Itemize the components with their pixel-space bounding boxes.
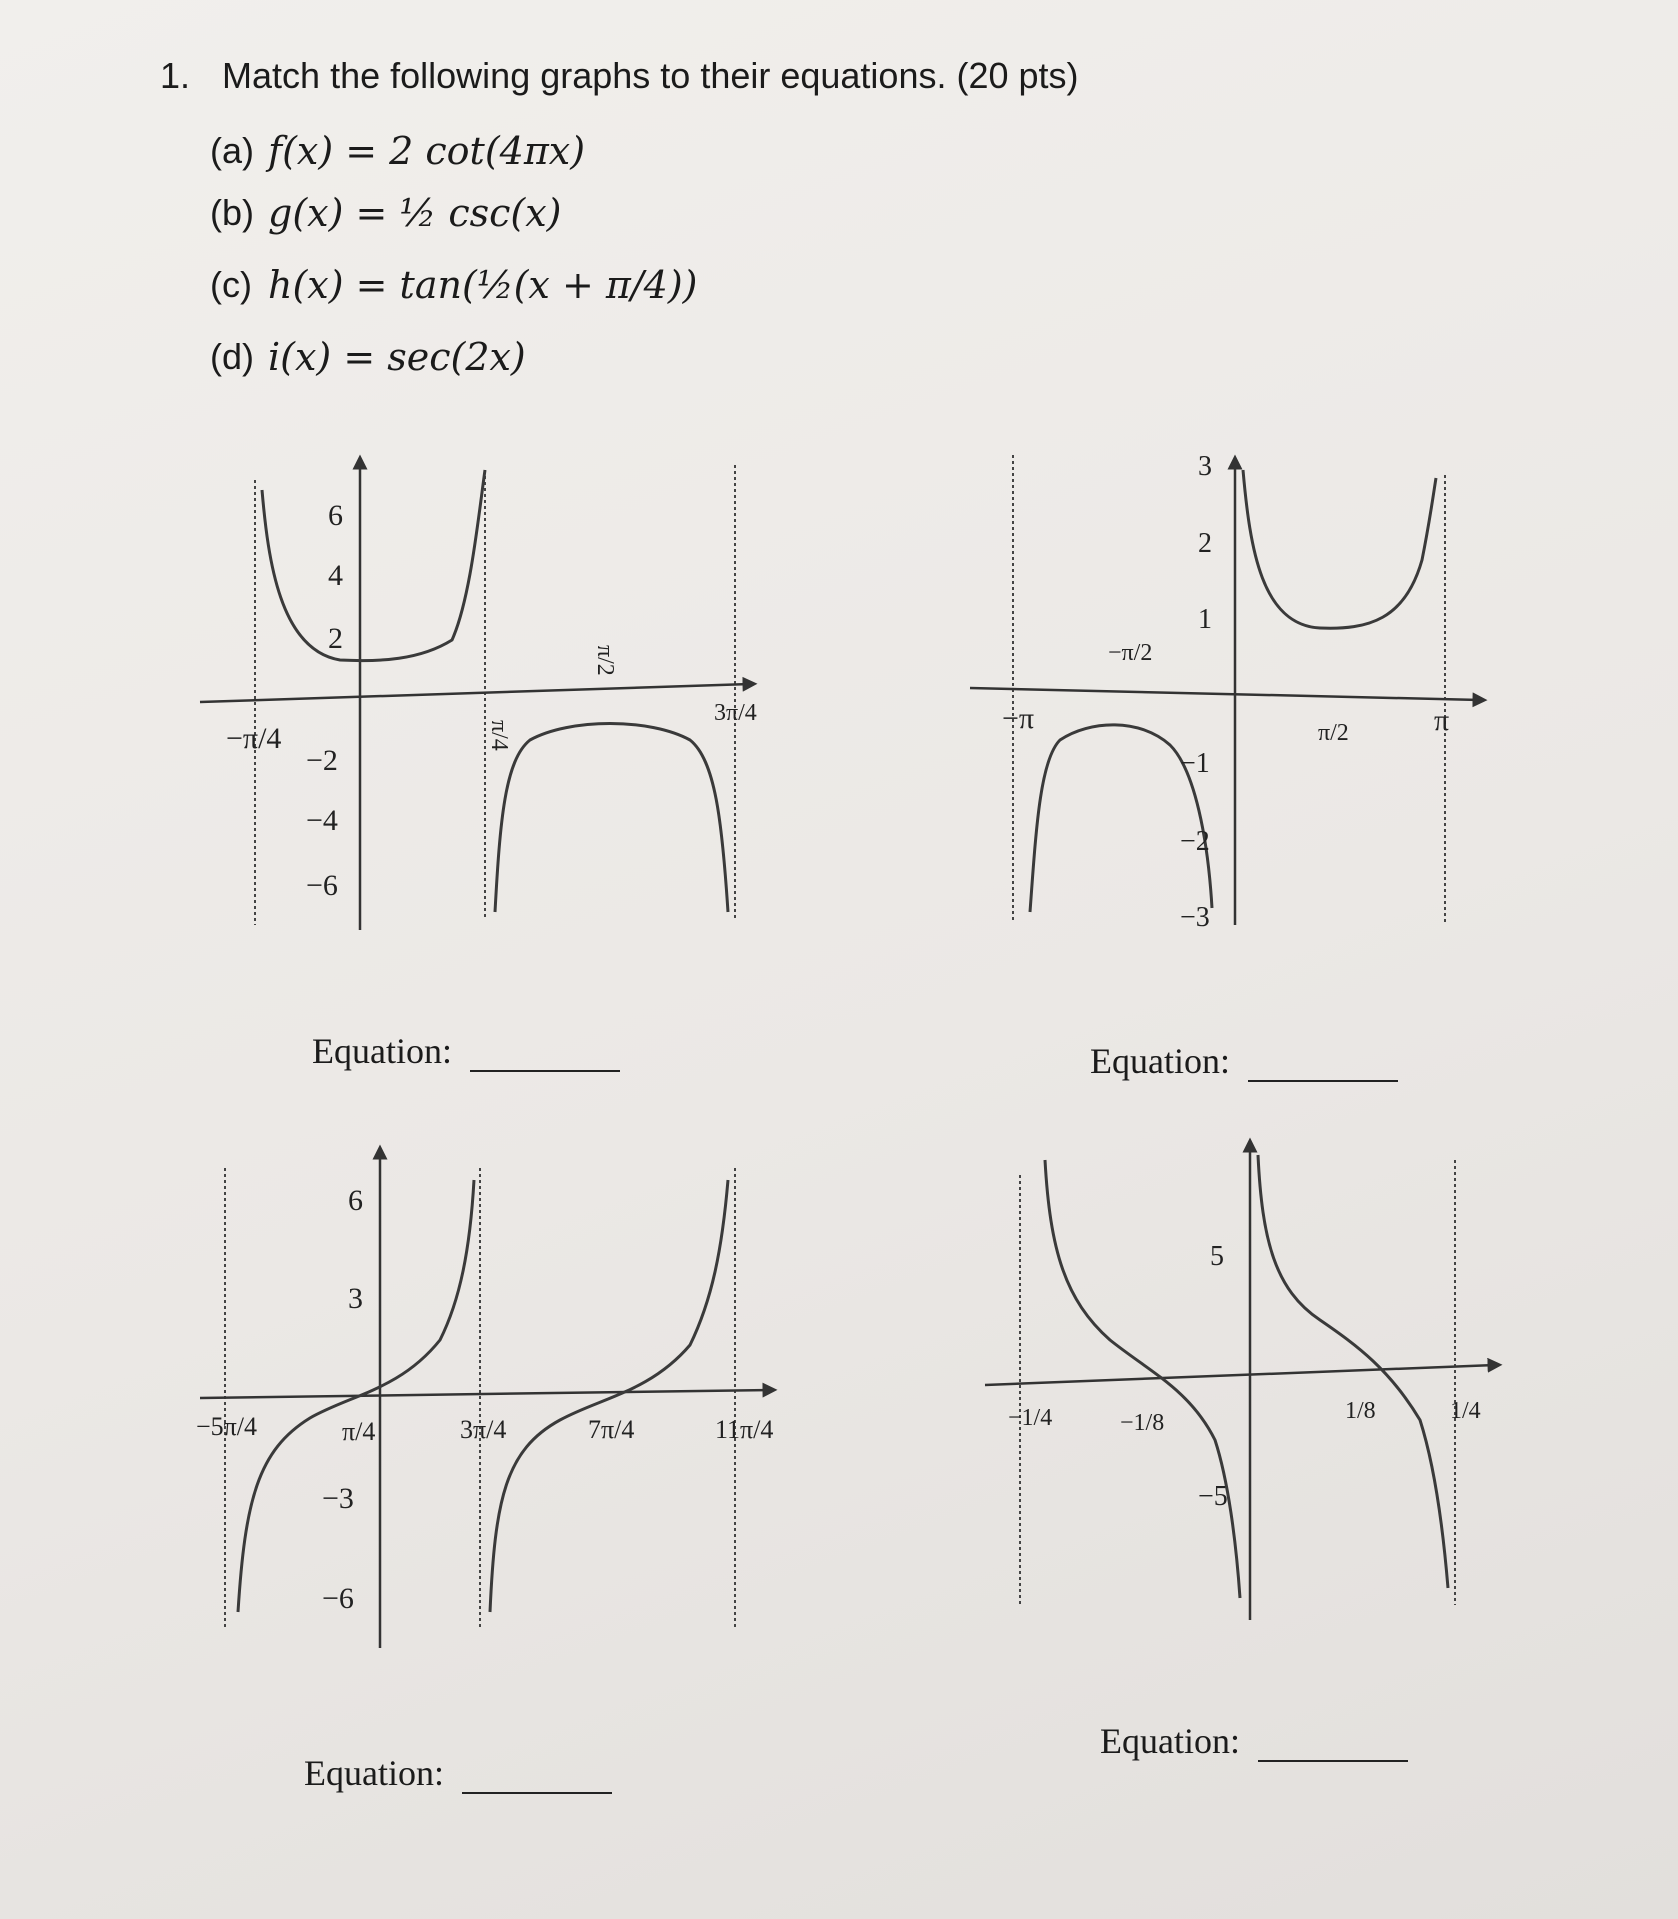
x-tick-label: −1/8 bbox=[1120, 1410, 1165, 1436]
x-axis bbox=[200, 684, 750, 702]
x-axis bbox=[970, 688, 1480, 700]
equation-label: (a) bbox=[210, 130, 254, 171]
answer-label: Equation: bbox=[304, 1753, 444, 1793]
problem-number: 1. bbox=[160, 55, 191, 96]
answer-blank[interactable] bbox=[470, 1040, 620, 1072]
y-tick-label: −5 bbox=[1198, 1481, 1228, 1512]
x-tick-label: π bbox=[1434, 704, 1450, 737]
y-tick-label: 6 bbox=[328, 499, 343, 532]
answer-field-top-right[interactable] bbox=[1090, 1040, 1398, 1082]
equation-label: (b) bbox=[210, 192, 254, 233]
x-tick-label: −π/2 bbox=[1108, 640, 1153, 666]
graph-bottom-right bbox=[985, 1145, 1495, 1620]
x-tick-label: −π/4 bbox=[226, 722, 282, 755]
equation-label: (d) bbox=[210, 336, 254, 377]
x-tick-label: −π bbox=[1002, 702, 1035, 735]
equation-label: (c) bbox=[210, 264, 252, 305]
answer-field-bottom-right[interactable] bbox=[1100, 1720, 1408, 1762]
x-tick-label: π/2 bbox=[592, 645, 618, 676]
y-tick-label: 3 bbox=[1198, 451, 1212, 482]
y-tick-label: 2 bbox=[1198, 528, 1212, 559]
y-tick-label: 2 bbox=[328, 622, 343, 655]
equation-text: h(x) = tan(½(x + π/4)) bbox=[268, 263, 698, 307]
answer-label: Equation: bbox=[312, 1031, 452, 1071]
y-tick-label: −3 bbox=[322, 1482, 354, 1515]
curve-branch-up bbox=[262, 470, 485, 661]
problem-instruction: Match the following graphs to their equations. (20 pts) bbox=[222, 55, 1079, 96]
y-tick-label: 6 bbox=[348, 1184, 363, 1217]
y-tick-label: −3 bbox=[1180, 902, 1210, 933]
equation-text: i(x) = sec(2x) bbox=[268, 335, 526, 379]
x-axis bbox=[200, 1390, 770, 1398]
answer-label: Equation: bbox=[1090, 1041, 1230, 1081]
x-tick-label: 3π/4 bbox=[714, 700, 757, 726]
y-tick-label: −2 bbox=[306, 744, 338, 777]
curve-branch-down bbox=[495, 724, 728, 913]
answer-field-top-left[interactable] bbox=[312, 1030, 620, 1072]
answer-blank[interactable] bbox=[462, 1762, 612, 1794]
y-tick-label: 1 bbox=[1198, 604, 1212, 635]
curve-branch-up bbox=[1243, 470, 1436, 628]
x-tick-label: π/4 bbox=[486, 720, 512, 751]
graph-top-left bbox=[200, 462, 757, 930]
y-tick-label: 5 bbox=[1210, 1241, 1224, 1272]
x-tick-label: π/2 bbox=[1318, 720, 1349, 746]
y-tick-label: −4 bbox=[306, 804, 338, 837]
x-tick-label: 3π/4 bbox=[460, 1415, 507, 1444]
answer-blank[interactable] bbox=[1258, 1730, 1408, 1762]
x-tick-label: 11π/4 bbox=[715, 1415, 774, 1444]
y-tick-label: 4 bbox=[328, 559, 343, 592]
answer-field-bottom-left[interactable] bbox=[304, 1752, 612, 1794]
equation-text: f(x) = 2 cot(4πx) bbox=[268, 129, 586, 173]
y-tick-label: 3 bbox=[348, 1282, 363, 1315]
x-tick-label: −1/4 bbox=[1008, 1405, 1053, 1431]
x-tick-label: 1/4 bbox=[1450, 1398, 1481, 1424]
answer-blank[interactable] bbox=[1248, 1050, 1398, 1082]
answer-label: Equation: bbox=[1100, 1721, 1240, 1761]
x-tick-label: 7π/4 bbox=[588, 1415, 635, 1444]
x-tick-label: π/4 bbox=[342, 1417, 376, 1446]
curve-branch bbox=[490, 1180, 728, 1612]
y-tick-label: −6 bbox=[306, 869, 338, 902]
x-tick-label: 1/8 bbox=[1345, 1398, 1376, 1424]
x-axis bbox=[985, 1365, 1495, 1385]
graph-top-right bbox=[970, 451, 1480, 933]
graph-bottom-left bbox=[196, 1152, 773, 1648]
y-tick-label: −1 bbox=[1180, 748, 1210, 779]
x-tick-label: −5π/4 bbox=[196, 1412, 258, 1441]
y-tick-label: −6 bbox=[322, 1582, 354, 1615]
y-tick-label: −2 bbox=[1180, 826, 1210, 857]
equation-text: g(x) = ½ csc(x) bbox=[268, 191, 562, 235]
